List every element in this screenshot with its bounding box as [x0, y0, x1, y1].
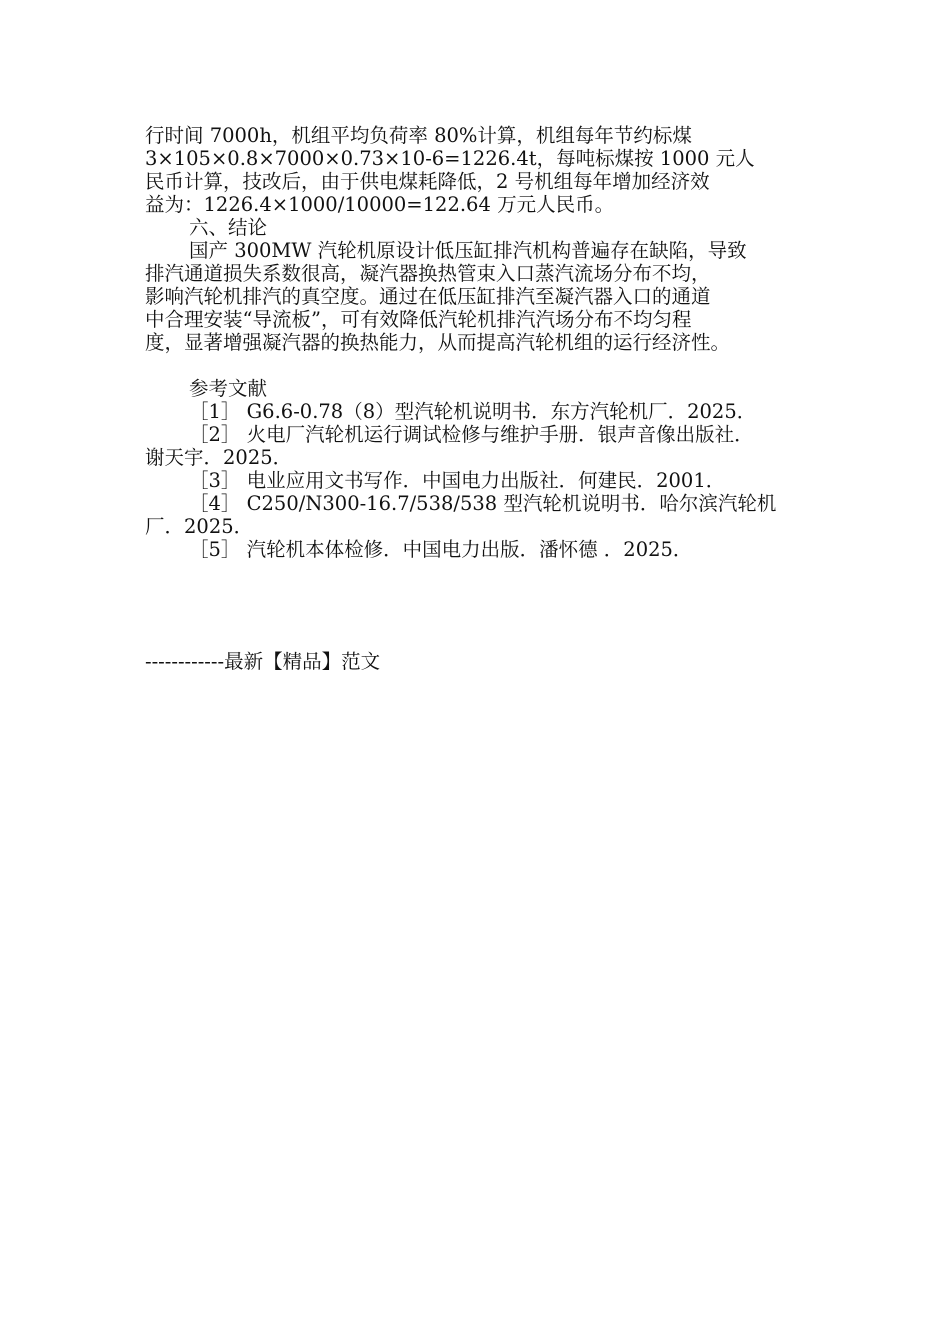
reference-line: ［5］ 汽轮机本体检修．中国电力出版．潘怀德 ．2025．: [189, 538, 693, 561]
reference-line: ［3］ 电业应用文书写作．中国电力出版社．何建民．2001．: [189, 469, 726, 492]
conclusion-paragraph: [145, 239, 810, 354]
reference-item: [145, 492, 810, 538]
paragraph-line: 度，显著增强凝汽器的换热能力，从而提高汽轮机组的运行经济性。: [145, 331, 731, 354]
paragraph-line: 民币计算，技改后，由于供电煤耗降低，2 号机组每年增加经济效: [145, 170, 710, 193]
paragraph-line: 国产 300MW 汽轮机原设计低压缸排汽机构普遍存在缺陷，导致: [189, 239, 747, 262]
paragraph-line: 益为：1226.4×1000/10000=122.64 万元人民币。: [145, 193, 615, 216]
paragraph-line: 排汽通道损失系数很高，凝汽器换热管束入口蒸汽流场分布不均，: [145, 262, 711, 285]
paragraph-line: 中合理安装“导流板”，可有效降低汽轮机排汽汽场分布不均匀程: [145, 308, 692, 331]
footer-tagline: ------------最新【精品】范文: [145, 650, 381, 673]
reference-item: [145, 400, 810, 423]
references-list: [145, 400, 810, 561]
reference-line: 谢天宇．2025．: [145, 446, 293, 469]
reference-item: [145, 469, 810, 492]
paragraph-line: 影响汽轮机排汽的真空度。通过在低压缸排汽至凝汽器入口的通道: [145, 285, 711, 308]
paragraph-line: 3×105×0.8×7000×0.73×10-6=1226.4t，每吨标煤按 1000 元人: [145, 147, 755, 170]
references-heading: 参考文献: [189, 377, 268, 400]
reference-line: 厂．2025．: [145, 515, 254, 538]
reference-item: [145, 423, 810, 469]
conclusion-heading: 六、结论: [189, 216, 268, 239]
spacer: [145, 354, 810, 377]
calculation-paragraph: [145, 124, 810, 216]
paragraph-line: 行时间 7000h，机组平均负荷率 80%计算，机组每年节约标煤: [145, 124, 692, 147]
document-body: [145, 124, 810, 561]
reference-line: ［4］ C250/N300-16.7/538/538 型汽轮机说明书．哈尔滨汽轮机: [189, 492, 777, 515]
reference-item: [145, 538, 810, 561]
reference-line: ［1］ G6.6-0.78（8）型汽轮机说明书．东方汽轮机厂．2025．: [189, 400, 757, 423]
reference-line: ［2］ 火电厂汽轮机运行调试检修与维护手册．银声音像出版社．: [189, 423, 754, 446]
